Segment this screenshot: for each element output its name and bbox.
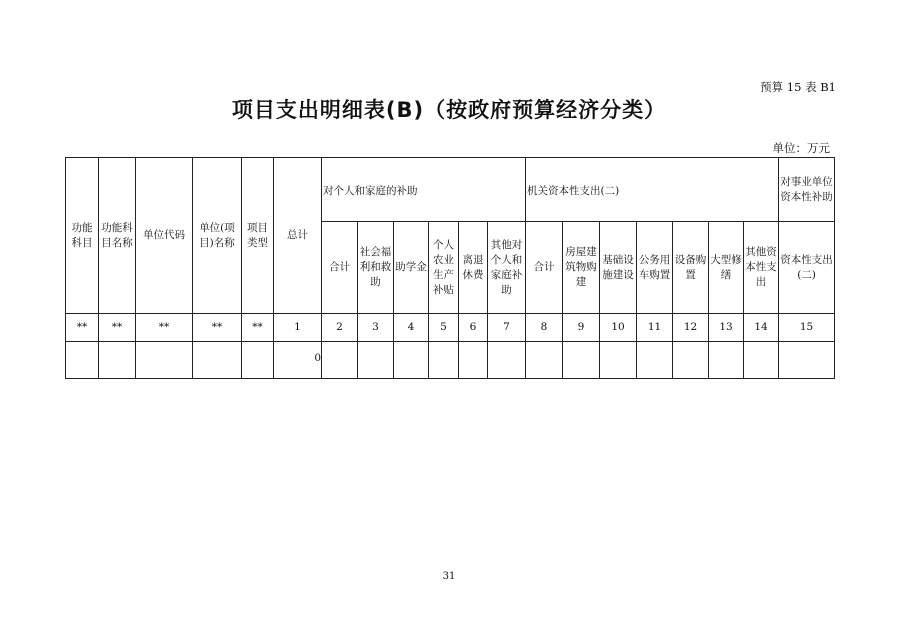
- index-cell: 3: [358, 314, 394, 342]
- header-unit-code: 单位代码: [136, 158, 193, 314]
- sub-header: 其他资本性支出: [744, 222, 779, 314]
- index-cell: 6: [459, 314, 488, 342]
- group-header-capital-expenditure: 机关资本性支出(二): [526, 158, 779, 222]
- index-cell: **: [136, 314, 193, 342]
- data-cell: [709, 342, 744, 379]
- index-cell: **: [193, 314, 242, 342]
- index-cell: 4: [394, 314, 429, 342]
- index-cell: **: [66, 314, 99, 342]
- header-unit-project-name: 单位(项目)名称: [193, 158, 242, 314]
- data-cell: [193, 342, 242, 379]
- index-cell: **: [99, 314, 136, 342]
- index-cell: 12: [673, 314, 709, 342]
- sub-header: 房屋建筑物购建: [563, 222, 600, 314]
- index-cell: 7: [488, 314, 526, 342]
- index-cell: 10: [600, 314, 637, 342]
- data-cell: [242, 342, 274, 379]
- sub-header: 设备购置: [673, 222, 709, 314]
- sub-header: 合计: [322, 222, 358, 314]
- data-cell: [779, 342, 835, 379]
- index-cell: 8: [526, 314, 563, 342]
- index-cell: 11: [637, 314, 673, 342]
- header-total: 总计: [274, 158, 322, 314]
- data-cell: [136, 342, 193, 379]
- sub-header: 社会福利和救助: [358, 222, 394, 314]
- page-number: 31: [442, 571, 456, 582]
- index-cell: 15: [779, 314, 835, 342]
- sub-header: 合计: [526, 222, 563, 314]
- header-project-type: 项目类型: [242, 158, 274, 314]
- data-cell: [563, 342, 600, 379]
- group-header-personal-subsidy: 对个人和家庭的补助: [322, 158, 526, 222]
- index-cell: 2: [322, 314, 358, 342]
- group-header-institution-capital-subsidy: 对事业单位资本性补助: [779, 158, 835, 222]
- header-function-name: 功能科目名称: [99, 158, 136, 314]
- form-code: 预算 15 表 B1: [760, 80, 836, 94]
- page-title: 项目支出明细表(B)（按政府预算经济分类）: [231, 98, 667, 122]
- unit-label: 单位：万元: [772, 141, 830, 155]
- header-function-code: 功能科目: [66, 158, 99, 314]
- data-cell: [99, 342, 136, 379]
- data-row: [66, 342, 835, 379]
- index-cell: 9: [563, 314, 600, 342]
- data-cell: [322, 342, 358, 379]
- data-cell: [66, 342, 99, 379]
- sub-header: 其他对个人和家庭补助: [488, 222, 526, 314]
- data-cell: [488, 342, 526, 379]
- data-cell: [744, 342, 779, 379]
- index-cell: 13: [709, 314, 744, 342]
- index-row: [66, 314, 835, 342]
- index-cell: 5: [429, 314, 459, 342]
- data-cell: [358, 342, 394, 379]
- data-cell: [637, 342, 673, 379]
- data-cell: [429, 342, 459, 379]
- data-cell: [459, 342, 488, 379]
- index-cell: 1: [274, 314, 322, 342]
- sub-header: 个人农业生产补贴: [429, 222, 459, 314]
- index-cell: **: [242, 314, 274, 342]
- total-value-cell: 0: [274, 342, 322, 379]
- data-cell: [600, 342, 637, 379]
- sub-header: 资本性支出(二): [779, 222, 835, 314]
- sub-header: 公务用车购置: [637, 222, 673, 314]
- sub-header: 离退休费: [459, 222, 488, 314]
- sub-header: 基础设施建设: [600, 222, 637, 314]
- sub-header: 大型修缮: [709, 222, 744, 314]
- expenditure-table: [65, 157, 835, 379]
- index-cell: 14: [744, 314, 779, 342]
- data-cell: [673, 342, 709, 379]
- data-cell: [394, 342, 429, 379]
- data-cell: [526, 342, 563, 379]
- sub-header: 助学金: [394, 222, 429, 314]
